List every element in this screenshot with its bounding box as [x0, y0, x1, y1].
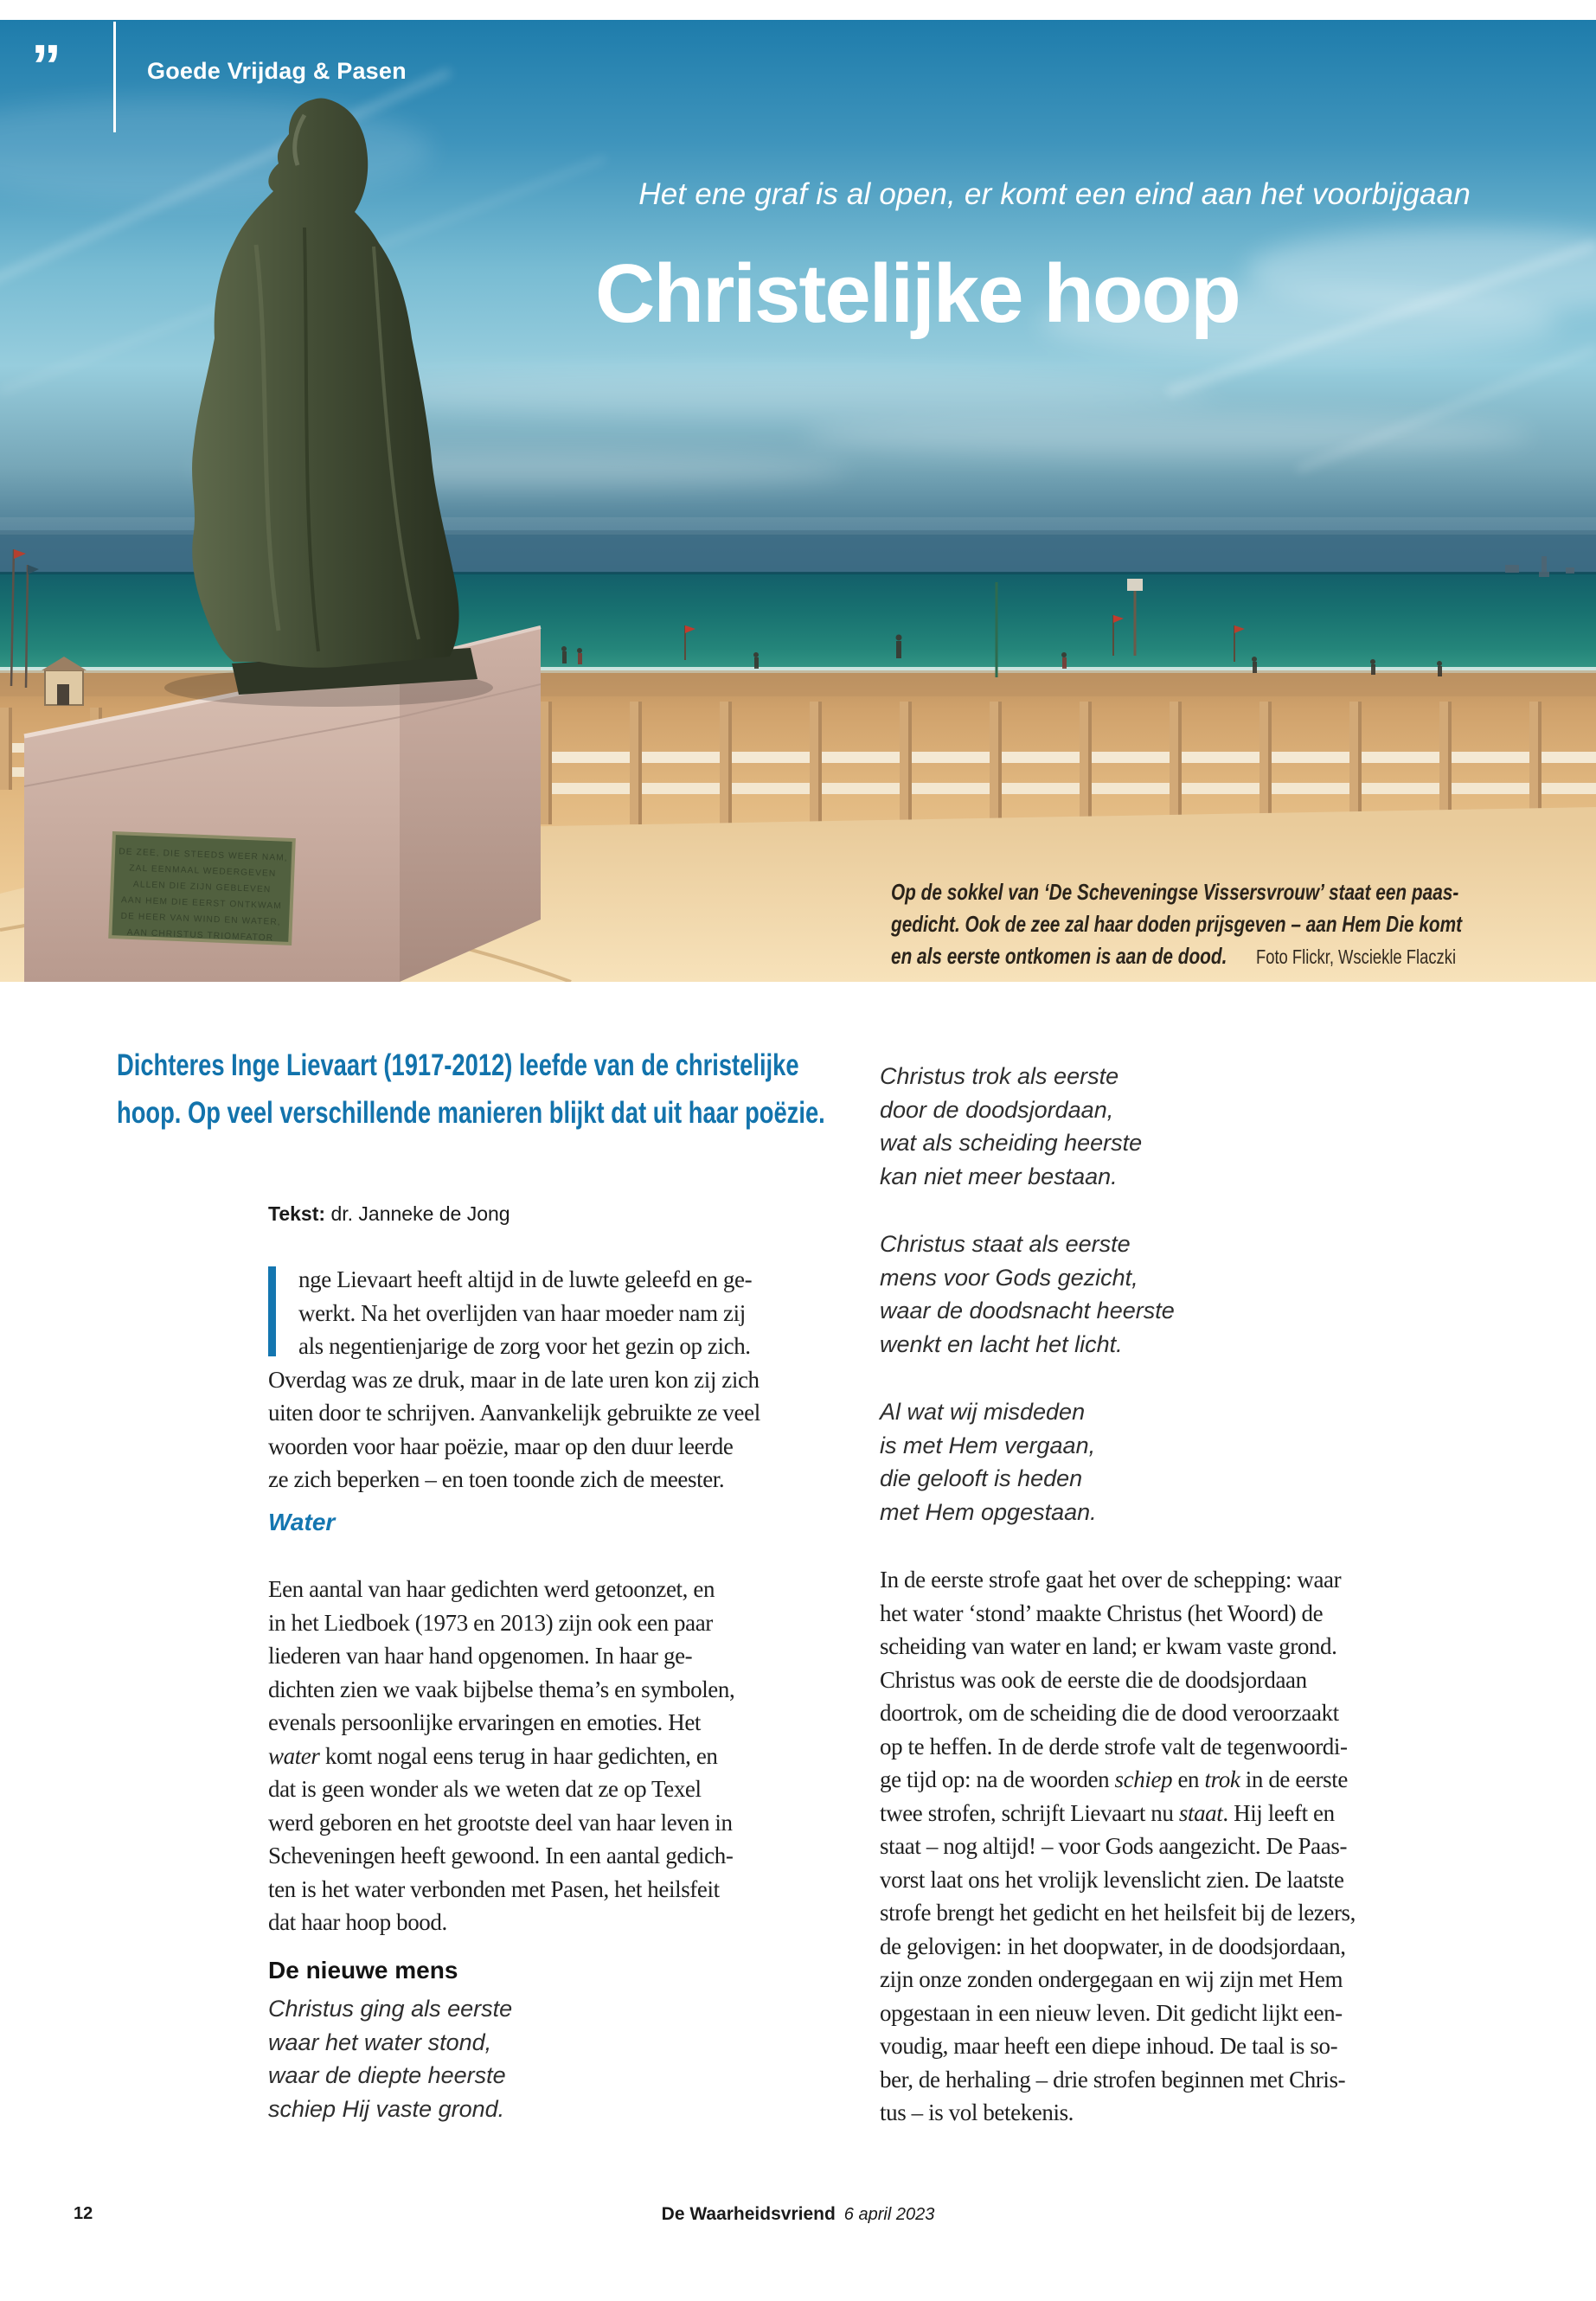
text-line: die gelooft is heden	[880, 1465, 1083, 1491]
text-line: wat als scheiding heerste	[880, 1130, 1143, 1156]
text-line: Scheveningen heeft gewoond. In een aantal gedich-	[268, 1843, 734, 1868]
body-paragraph-1	[268, 1263, 760, 1497]
page-number: 12	[74, 2204, 93, 2223]
byline	[268, 1202, 510, 1226]
text-line: schiep Hij vaste grond.	[268, 2095, 505, 2122]
text-line: als negentienjarige de zorg voor het gezin op zich.	[298, 1333, 751, 1359]
text-line: Christus trok als eerste	[880, 1063, 1119, 1089]
photo-caption	[891, 876, 1472, 973]
text-line: de gelovigen: in het doopwater, in de doodsjordaan,	[880, 1932, 1346, 1959]
text-line: Christus staat als eerste	[880, 1231, 1131, 1257]
plaque-line: ZAL EENMAAL WEDERGEVEN	[129, 863, 277, 879]
text-line: vorst laat ons het vrolijk levenslicht zien. De laatste	[880, 1866, 1344, 1893]
magazine-name: De Waarheidsvriend	[661, 2204, 836, 2224]
text-line: zijn onze zonden ondergegaan en wij zijn met Hem	[880, 1966, 1343, 1992]
text-line: werkt. Na het overlijden van haar moeder nam zij	[298, 1299, 746, 1326]
text-line: ge tijd op: na de woorden schiep en trok in de eerste	[880, 1766, 1348, 1792]
text-line: In de eerste strofe gaat het over de schepping: waar	[880, 1567, 1342, 1593]
text-line: met Hem opgestaan.	[880, 1498, 1097, 1525]
text-line: water komt nogal eens terug in haar gedichten, en	[268, 1742, 718, 1769]
body-paragraph-2	[268, 1573, 734, 1939]
text-line: kan niet meer bestaan.	[880, 1163, 1118, 1189]
body-paragraph-3	[880, 1563, 1356, 2130]
poem-stanza-3	[880, 1395, 1097, 1529]
caption-line: Op de sokkel van ‘De Scheveningse Vissersvrouw’ staat een paas-	[891, 879, 1459, 905]
text-line: door de doodsjordaan,	[880, 1096, 1114, 1123]
text-line: opgestaan in een nieuw leven. Dit gedicht lijkt een-	[880, 1999, 1343, 2026]
poem-stanza-2	[880, 1227, 1175, 1361]
text-line: Christus ging als eerste	[268, 1996, 513, 2022]
text-line: strofe brengt het gedicht en het heilsfeit bij de lezers,	[880, 1900, 1356, 1926]
text-line: woorden voor haar poëzie, maar op den duur leerde	[268, 1433, 734, 1459]
subhead-de-nieuwe-mens: De nieuwe mens	[268, 1957, 458, 1984]
text-line: staat – nog altijd! – voor Gods aangezicht. De Paas-	[880, 1833, 1348, 1859]
intro-paragraph	[117, 1042, 853, 1137]
byline-label: Tekst:	[268, 1202, 326, 1225]
text-line: liederen van haar hand opgenomen. In haar ge-	[268, 1643, 693, 1669]
text-line: in het Liedboek (1973 en 2013) zijn ook een paar	[268, 1609, 713, 1636]
hero-photo	[0, 20, 1596, 982]
text-line: uiten door te schrijven. Aanvankelijk gebruikte ze veel	[268, 1400, 760, 1426]
issue-date: 6 april 2023	[843, 2205, 935, 2224]
plaque-line: ALLEN DIE ZIJN GEBLEVEN	[132, 880, 272, 895]
category-label: Goede Vrijdag & Pasen	[147, 58, 407, 84]
text-line: Overdag was ze druk, maar in de late uren kon zij zich	[268, 1366, 760, 1393]
poem-stanza-left	[268, 1992, 512, 2125]
text-line: scheiding van water en land; er kwam vaste grond.	[880, 1633, 1337, 1659]
text-line: ber, de herhaling – drie strofen beginnen met Chris-	[880, 2066, 1346, 2093]
text-line: is met Hem vergaan,	[880, 1432, 1096, 1458]
kicker-line: Het ene graf is al open, er komt een eind aan het voorbijgaan	[638, 177, 1471, 211]
quote-icon: ”	[31, 32, 61, 99]
poem-stanza-1	[880, 1060, 1142, 1193]
caption-line: en als eerste ontkomen is aan de dood. Foto Flickr, Wsciekle Flaczki	[891, 943, 1457, 969]
text-line: op te heffen. In de derde strofe valt de tegenwoordi-	[880, 1733, 1348, 1759]
text-line: tus – is vol betekenis.	[880, 2099, 1074, 2125]
page-title: Christelijke hoop	[595, 247, 1240, 340]
text-line: Christus was ook de eerste die de doodsjordaan	[880, 1666, 1307, 1693]
memorial-plaque	[108, 831, 296, 945]
text-line: wenkt en lacht het licht.	[880, 1330, 1123, 1357]
text-line: dat is geen wonder als we weten dat ze op Texel	[268, 1776, 702, 1802]
header-divider	[113, 22, 116, 132]
photo-credit: Foto Flickr, Wsciekle Flaczki	[1255, 945, 1457, 968]
text-line: Dichteres Inge Lievaart (1917-2012) leefde van de christelijke	[117, 1048, 799, 1082]
text-line: Al wat wij misdeden	[880, 1399, 1086, 1425]
plaque-line: AAN CHRISTUS TRIOMFATOR	[126, 927, 274, 944]
text-line: waar de diepte heerste	[268, 2062, 506, 2088]
text-line: waar het water stond,	[268, 2029, 492, 2055]
text-line: ten is het water verbonden met Pasen, het heilsfeit	[268, 1875, 720, 1902]
text-line: mens voor Gods gezicht,	[880, 1264, 1138, 1291]
footer	[0, 2204, 1596, 2225]
text-line: dichten zien we vaak bijbelse thema’s en symbolen,	[268, 1676, 735, 1702]
text-line: hoop. Op veel verschillende manieren blijkt dat uit haar poëzie.	[117, 1095, 825, 1130]
text-line: werd geboren en het grootste deel van haar leven in	[268, 1809, 733, 1836]
text-line: Een aantal van haar gedichten werd getoonzet, en	[268, 1576, 715, 1602]
text-line: dat haar hoop bood.	[268, 1909, 447, 1935]
text-line: het water ‘stond’ maakte Christus (het Woord) de	[880, 1599, 1324, 1626]
text-line: evenals persoonlijke ervaringen en emoties. Het	[268, 1709, 702, 1735]
text-line: ze zich beperken – en toen toonde zich de meester.	[268, 1466, 725, 1492]
text-line: doortrok, om de scheiding die de dood veroorzaakt	[880, 1700, 1339, 1726]
caption-line: gedicht. Ook de zee zal haar doden prijsgeven – aan Hem Die komt	[891, 911, 1463, 937]
plaque-line: DE ZEE, DIE STEEDS WEER NAM,	[119, 847, 288, 863]
text-line: nge Lievaart heeft altijd in de luwte geleefd en ge-	[298, 1266, 753, 1292]
text-line: twee strofen, schrijft Lievaart nu staat. Hij leeft en	[880, 1799, 1335, 1826]
subhead-water: Water	[268, 1509, 336, 1535]
text-line: waar de doodsnacht heerste	[880, 1298, 1175, 1324]
byline-name: dr. Janneke de Jong	[330, 1202, 510, 1225]
beach-statue-illustration	[0, 20, 1596, 982]
plaque-line: DE HEER VAN WIND EN WATER,	[120, 911, 281, 927]
text-line: voudig, maar heeft een diepe inhoud. De taal is so-	[880, 2033, 1338, 2059]
plaque-line: AAN HEM DIE EERST ONTKWAM	[120, 895, 283, 912]
